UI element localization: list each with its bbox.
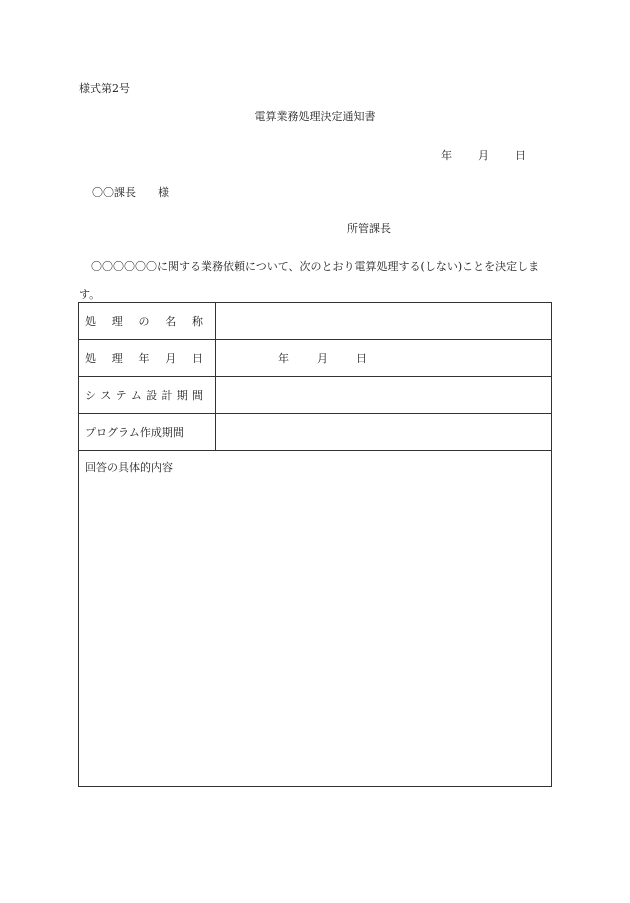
label-char: 処	[85, 315, 96, 328]
sender: 所管課長	[347, 222, 391, 235]
process-date-day: 日	[356, 352, 367, 365]
answer-content[interactable]	[79, 451, 552, 787]
value-program-creation-period[interactable]	[216, 414, 552, 451]
issue-date	[441, 147, 526, 163]
label-program-creation-period: プログラム作成期間	[79, 414, 216, 451]
label-char: ム	[130, 389, 142, 402]
label-char: テ	[115, 389, 127, 402]
form-table	[78, 302, 552, 787]
recipient	[92, 184, 169, 200]
label-char: ス	[100, 389, 112, 402]
label-char: 名	[165, 315, 177, 328]
answer-label: 回答の具体的内容	[85, 461, 173, 474]
table-row-process-name	[79, 303, 552, 340]
table-row-answer	[79, 451, 552, 787]
label-char: の	[138, 315, 150, 328]
label-char: 間	[191, 389, 203, 402]
recipient-name: 〇〇課長	[92, 186, 136, 199]
issue-date-year: 年	[441, 149, 452, 162]
table-row-program-creation-period	[79, 414, 552, 451]
value-system-design-period[interactable]	[216, 377, 552, 414]
label-char: 年	[138, 352, 150, 365]
value-process-date[interactable]	[216, 340, 552, 377]
label-char: 理	[111, 352, 123, 365]
value-process-name[interactable]	[216, 303, 552, 340]
label-char: 計	[161, 389, 173, 402]
label-char: シ	[85, 389, 96, 402]
label-process-date	[79, 340, 216, 377]
label-char: 期	[176, 389, 188, 402]
document-title: 電算業務処理決定通知書	[254, 110, 376, 123]
body-text: 〇〇〇〇〇〇に関する業務依頼について、次のとおり電算処理する(しない)ことを決定します。	[79, 260, 540, 301]
recipient-honorific: 様	[158, 186, 169, 199]
label-process-name	[79, 303, 216, 340]
table-row-process-date	[79, 340, 552, 377]
label-char: 称	[192, 315, 203, 328]
label-char: 日	[192, 352, 203, 365]
label-char: 理	[111, 315, 123, 328]
label-char: 設	[146, 389, 158, 402]
form-number: 様式第2号	[79, 82, 130, 95]
process-date-month: 月	[317, 352, 328, 365]
issue-date-month: 月	[478, 149, 489, 162]
label-char: 月	[165, 352, 177, 365]
process-date-year: 年	[278, 352, 289, 365]
label-system-design-period	[79, 377, 216, 414]
label-char: 処	[85, 352, 96, 365]
issue-date-day: 日	[515, 149, 526, 162]
table-row-system-design-period	[79, 377, 552, 414]
